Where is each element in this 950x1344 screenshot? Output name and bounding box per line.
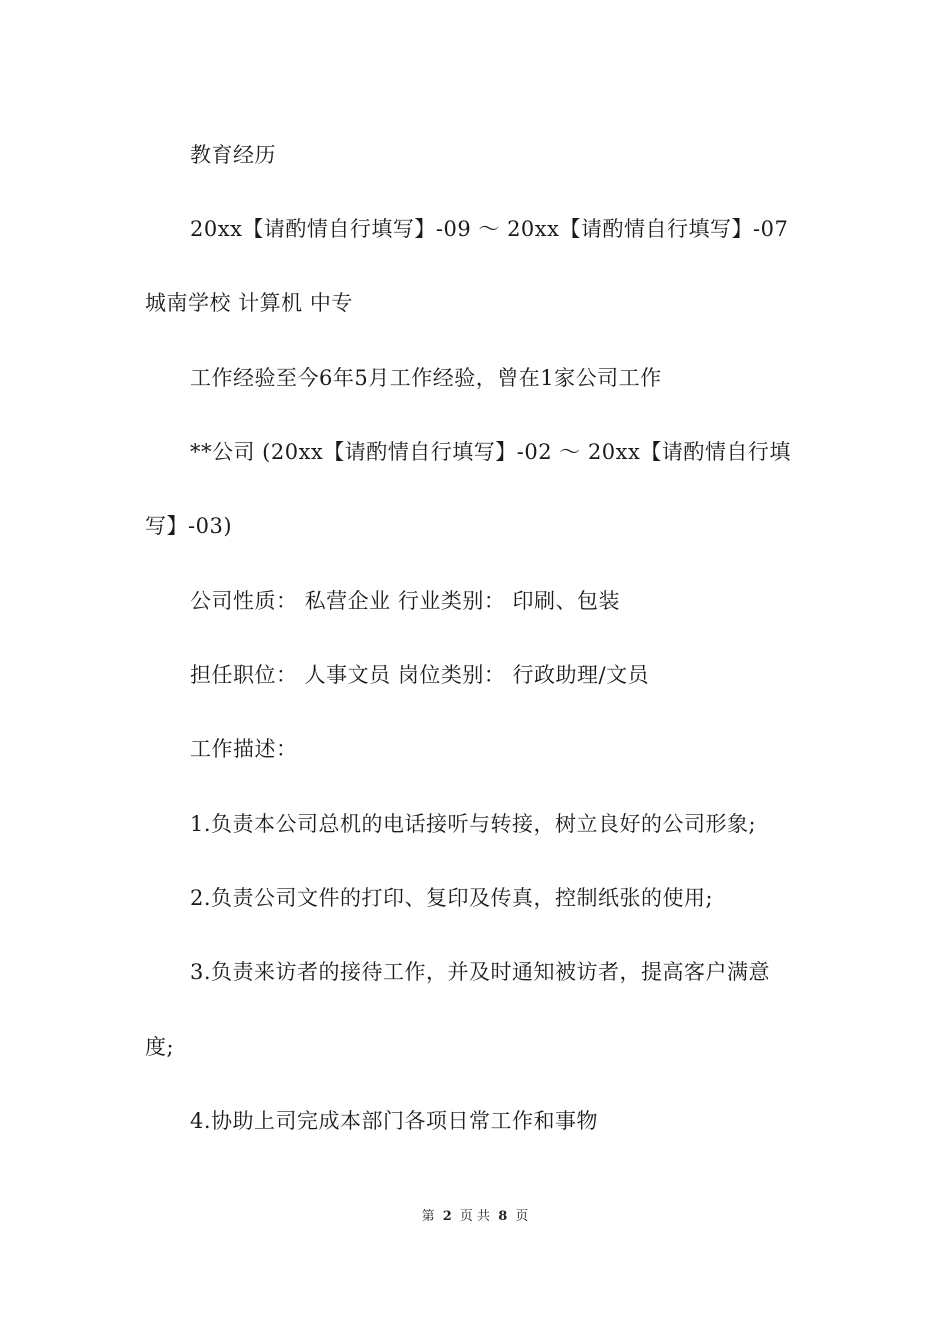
company-dates-line-1: **公司 (20xx【请酌情自行填写】-02 ～ 20xx【请酌情自行填 — [190, 440, 791, 464]
footer-total-pages: 8 — [498, 1209, 508, 1224]
footer-current-page: 2 — [442, 1209, 452, 1224]
footer-prefix: 第 — [421, 1209, 435, 1224]
job-position: 担任职位： 人事文员 岗位类别： 行政助理/文员 — [190, 663, 650, 687]
work-experience-summary: 工作经验至今6年5月工作经验，曾在1家公司工作 — [190, 366, 662, 390]
education-school: 城南学校 计算机 中专 — [145, 291, 353, 315]
duty-item-3-line-1: 3.负责来访者的接待工作，并及时通知被访者，提高客户满意 — [190, 960, 771, 984]
education-dates: 20xx【请酌情自行填写】-09 ～ 20xx【请酌情自行填写】-07 — [190, 217, 789, 241]
company-dates-line-2: 写】-03) — [145, 514, 233, 538]
duty-item-1: 1.负责本公司总机的电话接听与转接，树立良好的公司形象; — [190, 812, 757, 836]
duty-item-4: 4.协助上司完成本部门各项日常工作和事物 — [190, 1109, 599, 1133]
duty-item-3-line-2: 度; — [145, 1035, 175, 1059]
duty-item-2: 2.负责公司文件的打印、复印及传真，控制纸张的使用; — [190, 886, 714, 910]
section-heading-education: 教育经历 — [190, 143, 276, 167]
footer-suffix: 页 — [515, 1209, 529, 1224]
company-nature: 公司性质： 私营企业 行业类别： 印刷、包装 — [190, 589, 621, 613]
job-description-heading: 工作描述： — [190, 737, 298, 761]
footer-middle: 页 共 — [459, 1209, 491, 1224]
page-footer — [0, 1208, 950, 1226]
